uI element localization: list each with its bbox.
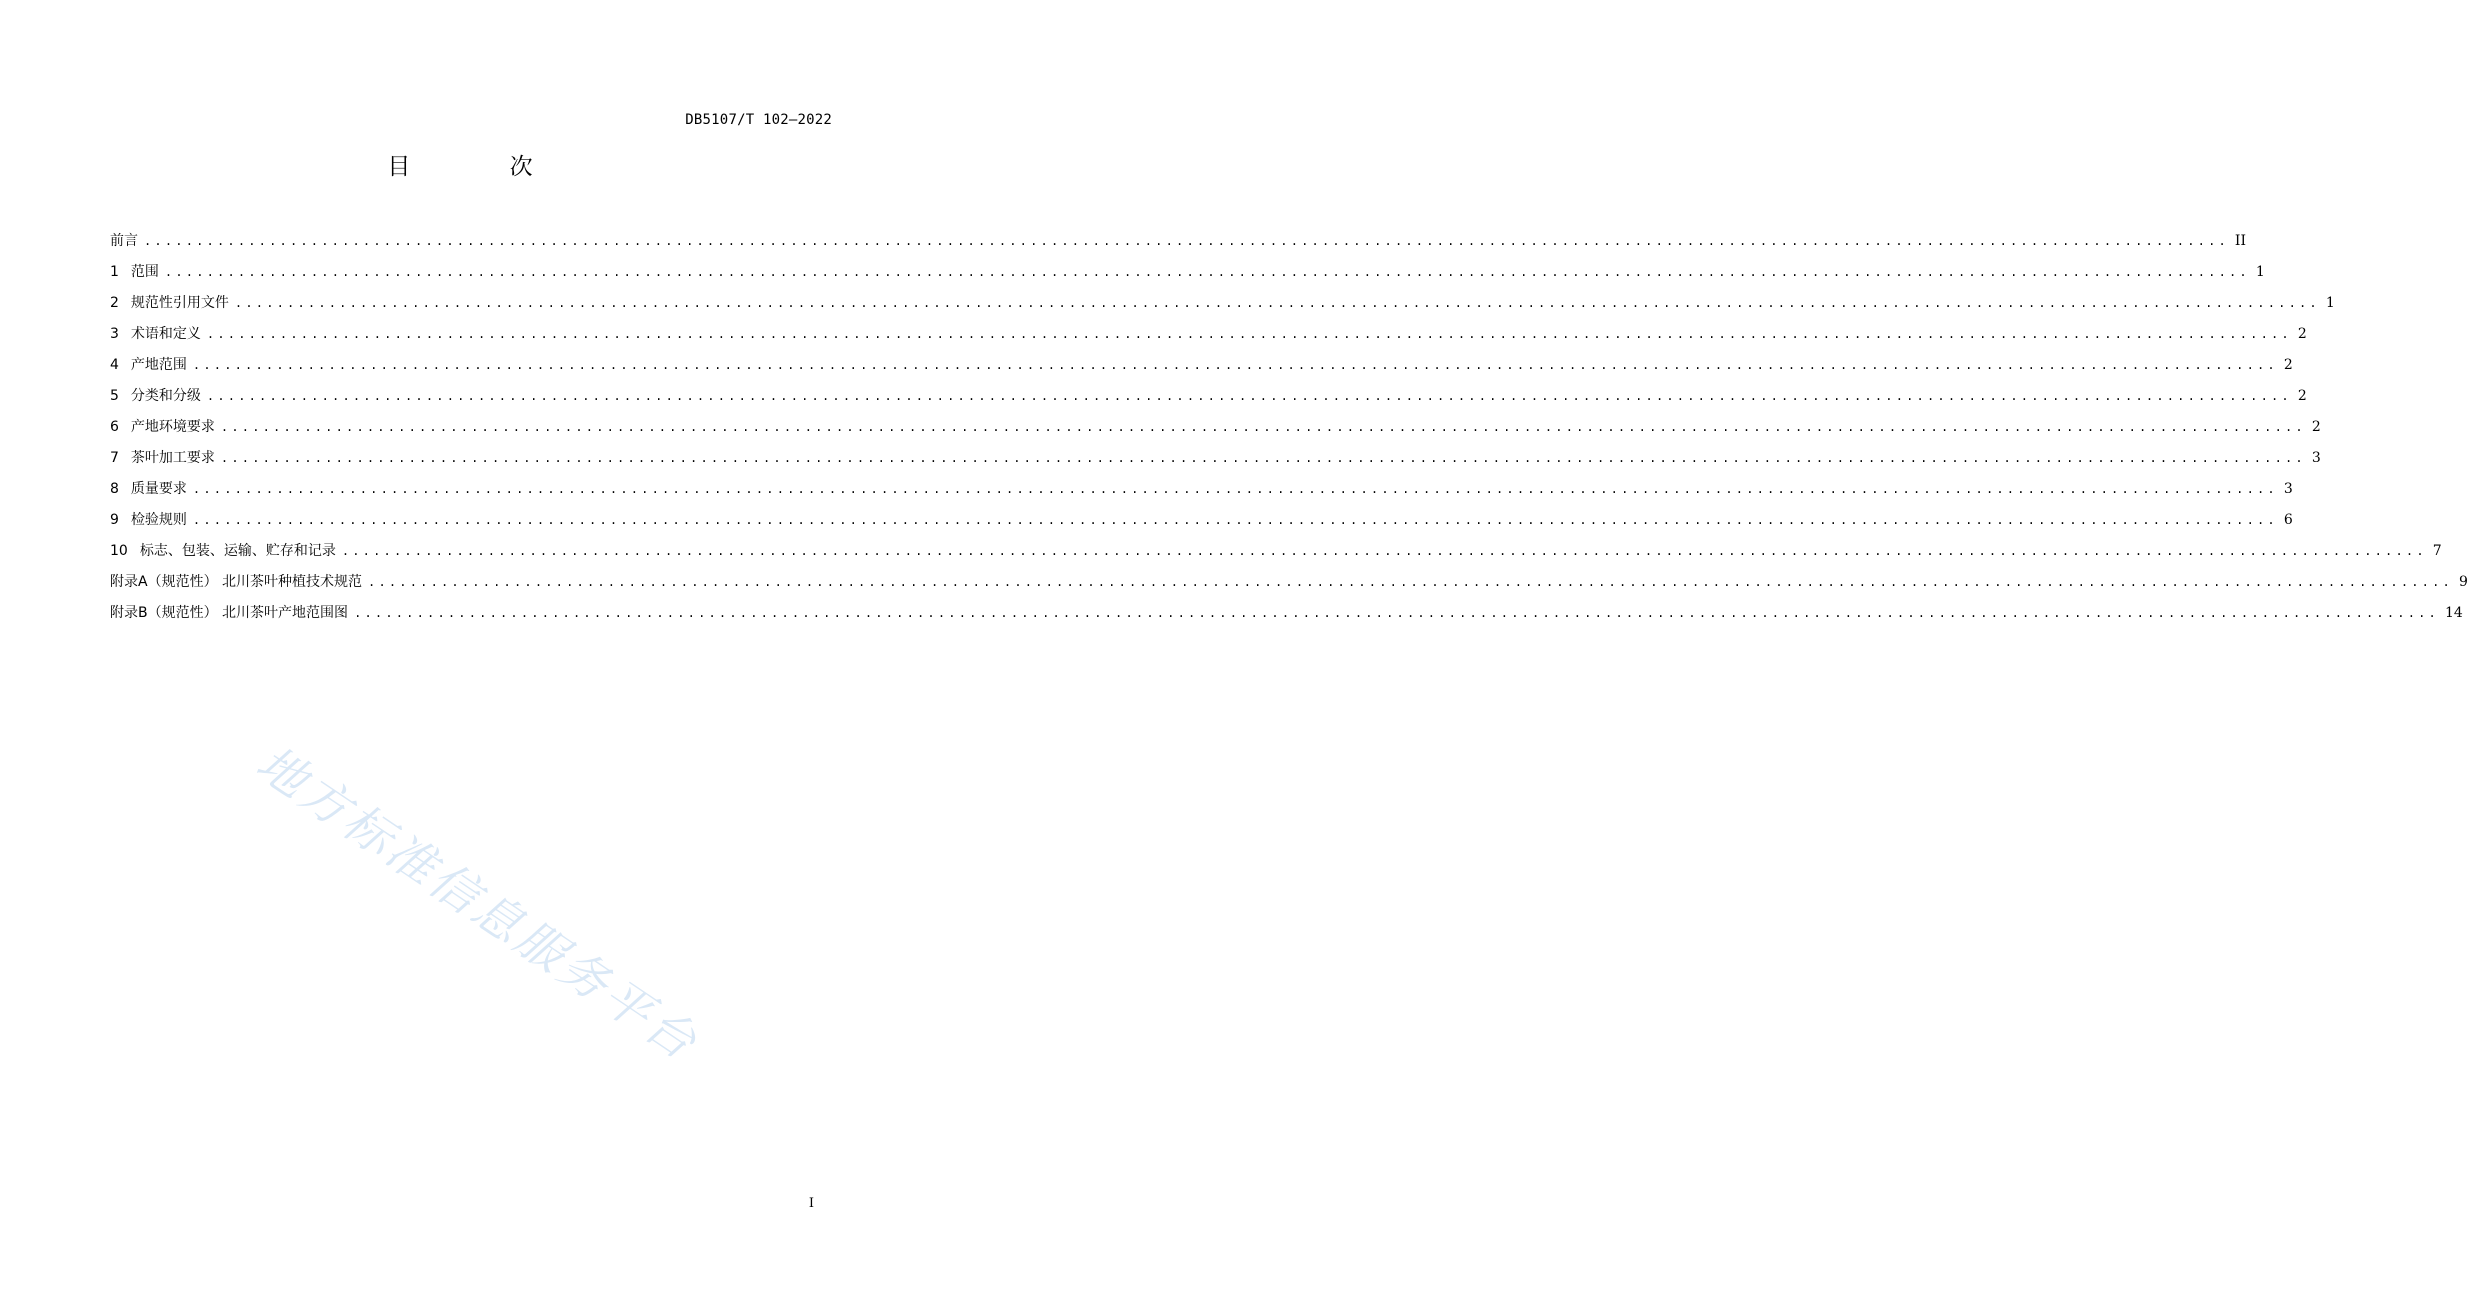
toc-entry-page: 3 bbox=[2311, 450, 2321, 466]
toc-leader-dots: ........................................................................................................................................................................................................ bbox=[206, 389, 2292, 403]
toc-entry-label: 附录B（规范性） 北川茶叶产地范围图 bbox=[110, 605, 349, 621]
toc-entry-label: 范围 bbox=[130, 264, 159, 280]
toc-entry-number: 1 bbox=[110, 264, 119, 280]
toc-entry[interactable] bbox=[110, 385, 2307, 416]
toc-entry-label: 前言 bbox=[110, 233, 138, 249]
toc-entry-label: 分类和分级 bbox=[130, 388, 201, 404]
toc-entry-page: 2 bbox=[2297, 388, 2307, 404]
toc-leader-dots: ........................................................................................................................................................................................................ bbox=[220, 420, 2306, 434]
toc-entry-number: 7 bbox=[110, 450, 119, 466]
toc-list bbox=[110, 230, 2468, 633]
toc-entry-number: 4 bbox=[110, 357, 119, 373]
toc-leader-dots: ........................................................................................................................................................................................................ bbox=[234, 296, 2320, 310]
toc-entry[interactable] bbox=[110, 478, 2293, 509]
page-number: I bbox=[808, 1196, 814, 1211]
toc-entry-page: 6 bbox=[2283, 512, 2293, 528]
toc-entry-page: II bbox=[2234, 233, 2246, 249]
toc-entry[interactable] bbox=[110, 323, 2307, 354]
toc-entry-page: 2 bbox=[2311, 419, 2321, 435]
toc-entry[interactable] bbox=[110, 447, 2321, 478]
toc-entry[interactable] bbox=[110, 292, 2335, 323]
toc-entry-number: 9 bbox=[110, 512, 119, 528]
toc-entry[interactable] bbox=[110, 540, 2442, 571]
toc-entry[interactable] bbox=[110, 509, 2293, 540]
toc-leader-dots: ........................................................................................................................................................................................................ bbox=[354, 606, 2439, 620]
toc-leader-dots: ........................................................................................................................................................................................................ bbox=[144, 234, 2229, 248]
toc-entry-number: 8 bbox=[110, 481, 119, 497]
toc-entry-label: 检验规则 bbox=[130, 512, 187, 528]
toc-entry[interactable] bbox=[110, 261, 2265, 292]
toc-entry-label: 产地环境要求 bbox=[130, 419, 215, 435]
toc-entry-number: 2 bbox=[110, 295, 119, 311]
toc-leader-dots: ........................................................................................................................................................................................................ bbox=[192, 482, 2278, 496]
watermark-text: 地方标准信息服务平台 bbox=[246, 735, 709, 1073]
toc-entry-number: 5 bbox=[110, 388, 119, 404]
toc-entry-label: 附录A（规范性） 北川茶叶种植技术规范 bbox=[110, 574, 363, 590]
toc-entry-page: 9 bbox=[2458, 574, 2468, 590]
toc-entry-label: 产地范围 bbox=[130, 357, 187, 373]
toc-leader-dots: ........................................................................................................................................................................................................ bbox=[192, 358, 2278, 372]
toc-entry-label: 茶叶加工要求 bbox=[130, 450, 215, 466]
document-code: DB5107/T 102—2022 bbox=[685, 112, 832, 128]
toc-leader-dots: ........................................................................................................................................................................................................ bbox=[341, 544, 2427, 558]
toc-entry[interactable] bbox=[110, 416, 2321, 447]
toc-entry-label: 质量要求 bbox=[130, 481, 187, 497]
toc-title: 目 次 bbox=[387, 154, 579, 180]
toc-entry-page: 2 bbox=[2297, 326, 2307, 342]
toc-entry-page: 7 bbox=[2432, 543, 2442, 559]
toc-leader-dots: ........................................................................................................................................................................................................ bbox=[192, 513, 2278, 527]
toc-entry-page: 1 bbox=[2325, 295, 2335, 311]
toc-entry-page: 14 bbox=[2444, 605, 2463, 621]
toc-entry-number: 6 bbox=[110, 419, 119, 435]
toc-entry-label: 规范性引用文件 bbox=[130, 295, 229, 311]
toc-entry[interactable] bbox=[110, 602, 2463, 633]
toc-entry[interactable] bbox=[110, 354, 2293, 385]
toc-entry[interactable] bbox=[110, 571, 2468, 602]
toc-leader-dots: ........................................................................................................................................................................................................ bbox=[368, 575, 2453, 589]
toc-entry-label: 术语和定义 bbox=[130, 326, 201, 342]
toc-entry-page: 3 bbox=[2283, 481, 2293, 497]
toc-entry-number: 10 bbox=[110, 543, 128, 559]
toc-entry-number: 3 bbox=[110, 326, 119, 342]
toc-entry-label: 标志、包装、运输、贮存和记录 bbox=[139, 543, 336, 559]
toc-entry[interactable] bbox=[110, 230, 2246, 261]
toc-entry-page: 2 bbox=[2283, 357, 2293, 373]
toc-leader-dots: ........................................................................................................................................................................................................ bbox=[206, 327, 2292, 341]
toc-leader-dots: ........................................................................................................................................................................................................ bbox=[164, 265, 2250, 279]
toc-entry-page: 1 bbox=[2255, 264, 2265, 280]
toc-leader-dots: ........................................................................................................................................................................................................ bbox=[220, 451, 2306, 465]
